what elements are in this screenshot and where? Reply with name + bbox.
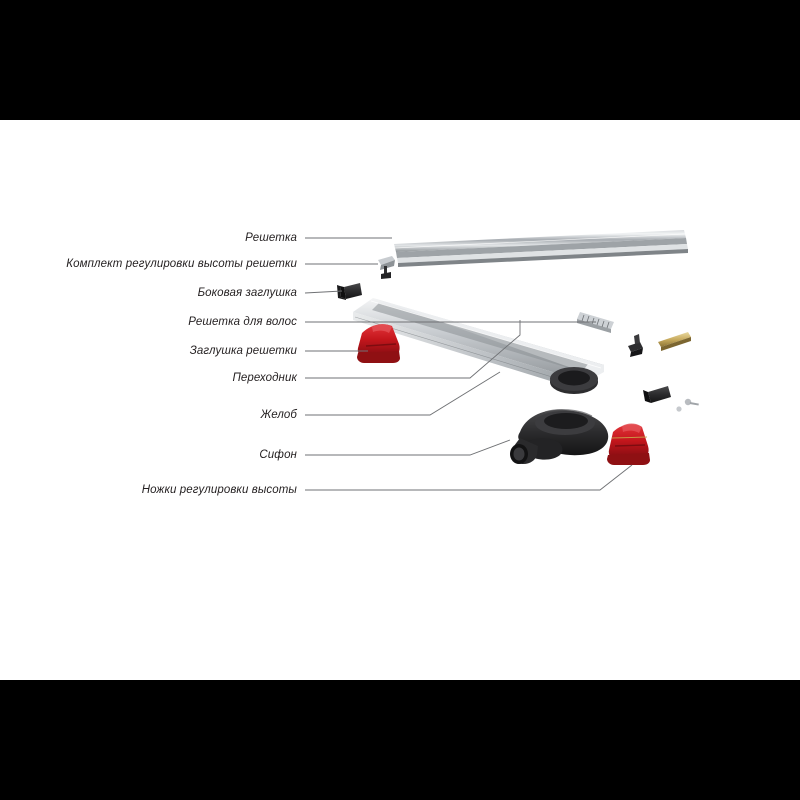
label-height-adjustment-kit bbox=[66, 258, 297, 270]
label-siphon bbox=[259, 449, 297, 461]
label-hair-grate bbox=[188, 316, 297, 328]
exploded-assembly-artwork bbox=[0, 120, 800, 680]
label-channel-text: Желоб bbox=[260, 409, 297, 421]
label-adapter bbox=[232, 372, 297, 384]
label-height-legs bbox=[142, 484, 297, 496]
part-siphon bbox=[510, 410, 608, 464]
part-grate bbox=[394, 230, 688, 267]
part-height-leg-red bbox=[607, 423, 650, 465]
label-grate bbox=[245, 232, 297, 244]
label-siphon-text: Сифон bbox=[259, 449, 297, 461]
part-height-adjustment-kit bbox=[378, 256, 395, 279]
label-channel bbox=[261, 409, 297, 421]
label-height-legs-text: Ножки регулировки высоты bbox=[141, 484, 297, 496]
label-grate-plug bbox=[190, 345, 297, 357]
label-side-cap-text: Боковая заглушка bbox=[197, 287, 297, 299]
label-height-adjustment-kit-text: Комплект регулировки высоты решетки bbox=[66, 258, 297, 270]
label-side-cap bbox=[198, 287, 297, 299]
diagram-canvas bbox=[0, 120, 800, 680]
part-hair-grate bbox=[577, 312, 614, 333]
label-grate-text: Решетка bbox=[245, 232, 297, 244]
label-grate-plug-text: Заглушка решетки bbox=[189, 345, 297, 357]
label-hair-grate-text: Решетка для волос bbox=[188, 316, 297, 328]
label-adapter-text: Переходник bbox=[232, 372, 297, 384]
part-fasteners bbox=[643, 386, 699, 412]
part-grate-plug bbox=[628, 332, 691, 357]
